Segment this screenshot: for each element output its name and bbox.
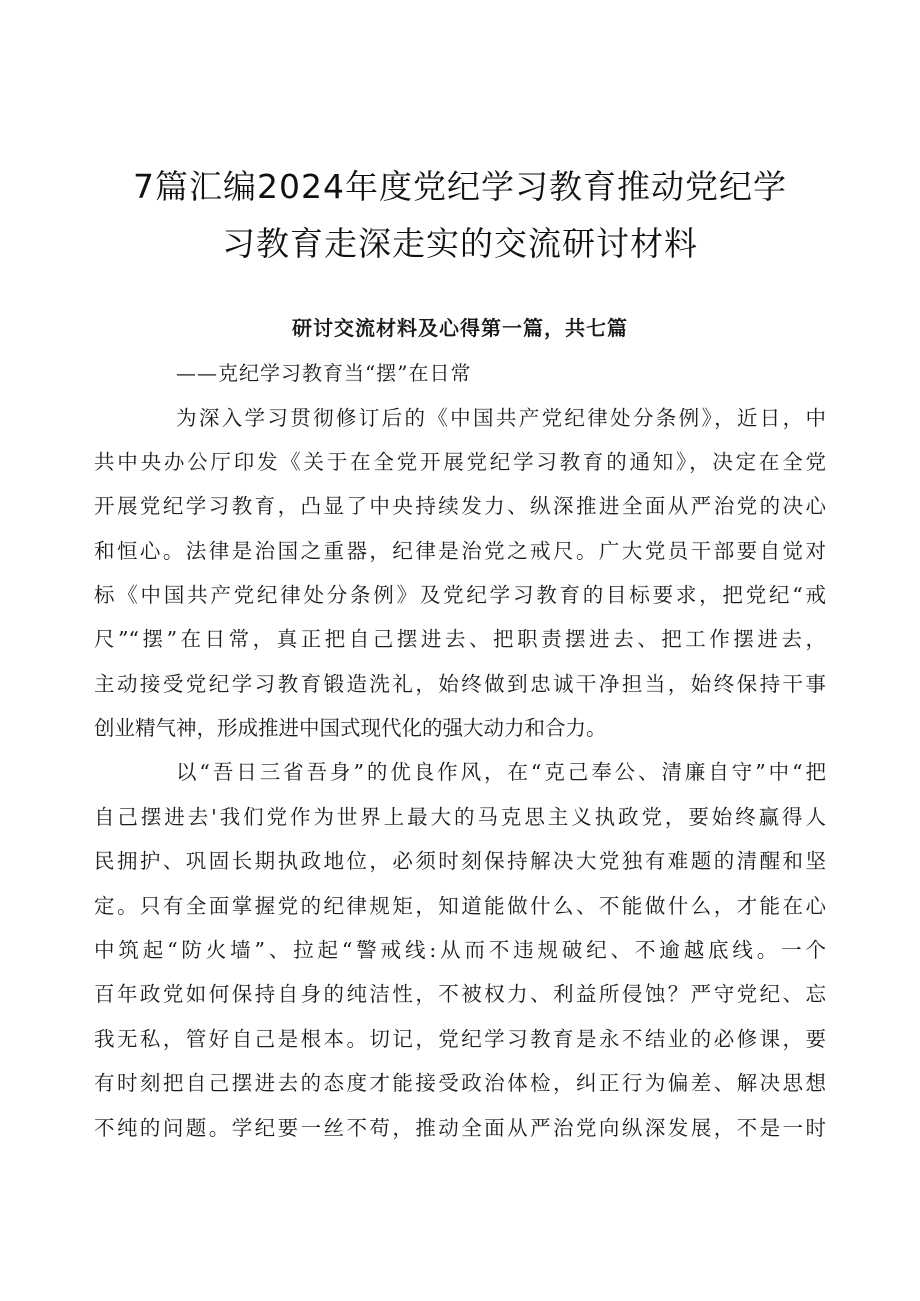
- paragraph-2-line: 我无私，管好自己是根本。切记，党纪学习教育是永不结业的必修课，要: [94, 1027, 826, 1051]
- paragraph-1-line: 主动接受党纪学习教育锻造洗礼，始终做到忠诚干净担当，始终保持干事: [94, 672, 826, 696]
- paragraph-2-line: 中筑起“防火墙”、拉起“警戒线:从而不违规破纪、不逾越底线。一个: [94, 938, 826, 962]
- section-subheading: ——克纪学习教育当“摆”在日常: [176, 361, 472, 385]
- paragraph-2-line: 民拥护、巩固长期执政地位，必须时刻保持解决大党独有难题的清醒和坚: [94, 849, 826, 873]
- paragraph-2-line: 自己摆进去'我们党作为世界上最大的马克思主义执政党，要始终赢得人: [94, 805, 826, 829]
- paragraph-1-line: 标《中国共产党纪律处分条例》及党纪学习教育的目标要求，把党纪“戒: [94, 583, 826, 607]
- paragraph-2-line: 百年政党如何保持自身的纯洁性，不被权力、利益所侵蚀？严守党纪、忘: [94, 982, 826, 1006]
- document-title-line-2: 习教育走深走实的交流研讨材料: [222, 224, 698, 263]
- paragraph-1-line: 共中央办公厅印发《关于在全党开展党纪学习教育的通知》，决定在全党: [94, 450, 826, 474]
- paragraph-2-line: 以“吾日三省吾身”的优良作风，在“克己奉公、清廉自守”中“把: [176, 760, 826, 784]
- paragraph-1-line: 创业精气神，形成推进中国式现代化的强大动力和合力。: [94, 716, 607, 740]
- section-subtitle: 研讨交流材料及心得第一篇，共七篇: [292, 316, 628, 340]
- paragraph-2-line: 定。只有全面掌握党的纪律规矩，知道能做什么、不能做什么，才能在心: [94, 894, 826, 918]
- paragraph-1-line: 和恒心。法律是治国之重器，纪律是治党之戒尺。广大党员干部要自觉对: [94, 539, 826, 563]
- paragraph-2-line: 不纯的问题。学纪要一丝不苟，推动全面从严治党向纵深发展，不是一时: [94, 1116, 826, 1140]
- document-title-line-1: 7篇汇编2024年度党纪学习教育推动党纪学: [133, 167, 787, 206]
- paragraph-1-line: 为深入学习贯彻修订后的《中国共产党纪律处分条例》，近日，中: [176, 406, 826, 430]
- paragraph-1-line: 尺”“摆”在日常，真正把自己摆进去、把职责摆进去、把工作摆进去，: [94, 627, 826, 651]
- paragraph-1-line: 开展党纪学习教育，凸显了中央持续发力、纵深推进全面从严治党的决心: [94, 494, 826, 518]
- paragraph-2-line: 有时刻把自己摆进去的态度才能接受政治体检，纠正行为偏差、解决思想: [94, 1071, 826, 1095]
